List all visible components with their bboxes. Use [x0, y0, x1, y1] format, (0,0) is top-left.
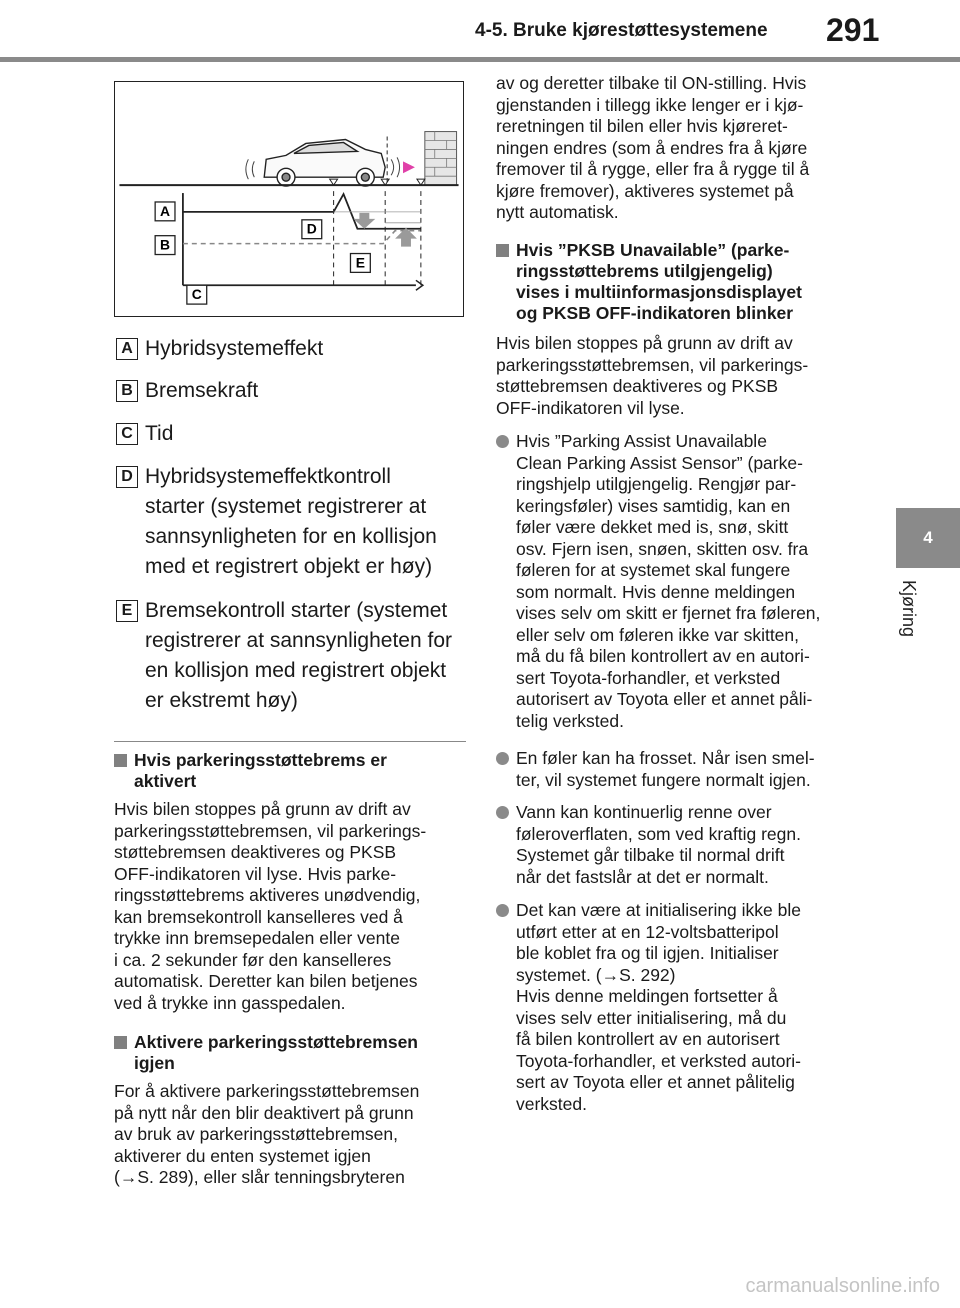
fig-label-a: A: [160, 202, 171, 219]
round-bullet-icon: [496, 752, 509, 765]
para-continued: av og deretter tilbake til ON-stilling. Hvis gjenstanden i tillegg ikke lenger er i kjø- reretningen til bilen eller hvis kjøreret- ningen endres (som å endres fra å kjøre fremover til å rygge, eller fra å rygge til å kjøre fremover), aktiveres systemet på nytt automatisk.: [496, 73, 810, 222]
legend-item-c: C Tid: [116, 419, 465, 449]
fig-label-b: B: [160, 236, 171, 253]
square-bullet-icon: [114, 1036, 127, 1049]
heading-pksb-activated: Hvis parkeringsstøttebrems er aktivert: [114, 750, 387, 792]
fig-label-c: C: [191, 286, 202, 303]
heading-pksb-unavailable: Hvis ”PKSB Unavailable” (parke- ringsstøttebrems utilgjengelig) vises i multiinformasjonsdisplayet og PKSB OFF-indikatoren blinker: [496, 240, 802, 324]
legend-item-b: B Bremsekraft: [116, 376, 465, 406]
car-illustration: [246, 140, 400, 187]
section-title: 4-5. Bruke kjørestøttesystemene: [475, 20, 768, 41]
para-pksb-unavailable: Hvis bilen stoppes på grunn av drift av parkeringsstøttebremsen, vil parkerings- støttebremsen deaktiveres og PKSB OFF-indikatoren vil lyse.: [496, 333, 809, 418]
chapter-tab-number: 4: [896, 508, 960, 568]
bullet-item: Det kan være at initialisering ikke ble utført etter at en 12-voltsbatteripol ble koblet fra og til igjen. Initialiser systemet. (→S. 292) Hvis denne meldingen fortsetter å vises selv etter initialisering, må du få bilen kontrollert av en autorisert Toyota-forhandler, et verksted autori- sert av Toyota eller et annet pålitelig verksted.: [496, 900, 801, 1115]
footer-watermark: carmanualsonline.info: [745, 1275, 940, 1297]
sensor-wave: [403, 161, 415, 173]
round-bullet-icon: [496, 806, 509, 819]
bullet-item: Hvis ”Parking Assist Unavailable Clean Parking Assist Sensor” (parke- ringshjelp utilgjengelig. Rengjør par- keringsføler) vises samtidig, kan en føler være dekket med is, snø, skitt osv. Fjern isen, snøen, skitten osv. fra føleren for at systemet skal fungere som normalt. Hvis denne meldingen vises selv om skitt er fjernet fra føleren, eller selv om føleren ikke var skitten, må du få bilen kontrollert av en autori- sert Toyota-forhandler, et verksted autorisert av Toyota eller et annet påli- telig verksted.: [496, 431, 820, 732]
square-bullet-icon: [496, 244, 509, 257]
bullet-item: En føler kan ha frosset. Når isen smel- ter, vil systemet fungere normalt igjen.: [496, 748, 815, 791]
heading-reactivate: Aktivere parkeringsstøttebremsen igjen: [114, 1032, 418, 1074]
legend-item-e: E Bremsekontroll starter (systemet registrerer at sannsynligheten for en kollisjon med registrert objekt er ekstremt høy): [116, 596, 465, 716]
square-bullet-icon: [114, 754, 127, 767]
pksb-diagram: [114, 81, 464, 317]
header-rule: [0, 57, 960, 62]
fig-label-e: E: [355, 254, 366, 271]
fig-label-d: D: [306, 220, 317, 237]
section-divider: [114, 741, 466, 742]
bullet-item: Vann kan kontinuerlig renne over føleroverflaten, som ved kraftig regn. Systemet går tilbake til normal drift når det fastslår at det er normalt.: [496, 802, 801, 888]
legend-item-d: D Hybridsystemeffektkontroll starter (systemet registrerer at sannsynligheten for en kollisjon med et registrert objekt er høy): [116, 462, 465, 582]
round-bullet-icon: [496, 435, 509, 448]
chapter-tab-label: Kjøring: [899, 580, 919, 638]
legend-item-a: A Hybridsystemeffekt: [116, 334, 465, 364]
para-reactivate: For å aktivere parkeringsstøttebremsen på nytt når den blir deaktivert på grunn av bruk av parkeringsstøttebremsen, aktiverer du enten systemet igjen (→S. 289), eller slår tenningsbryteren: [114, 1081, 420, 1187]
para-pksb-activated: Hvis bilen stoppes på grunn av drift av parkeringsstøttebremsen, vil parkerings- støttebremsen deaktiveres og PKSB OFF-indikatoren vil lyse. Hvis parke- ringsstøttebrems aktiveres unødvendig, kan bremsekontroll kanselleres ved å trykke inn bremsepedalen eller vente i ca. 2 sekunder før den kanselleres automatisk. Deretter kan bilen betjenes ved å trykke inn gasspedalen.: [114, 799, 427, 1013]
round-bullet-icon: [496, 904, 509, 917]
wall-illustration: [425, 132, 457, 186]
page-number: 291: [826, 12, 880, 48]
